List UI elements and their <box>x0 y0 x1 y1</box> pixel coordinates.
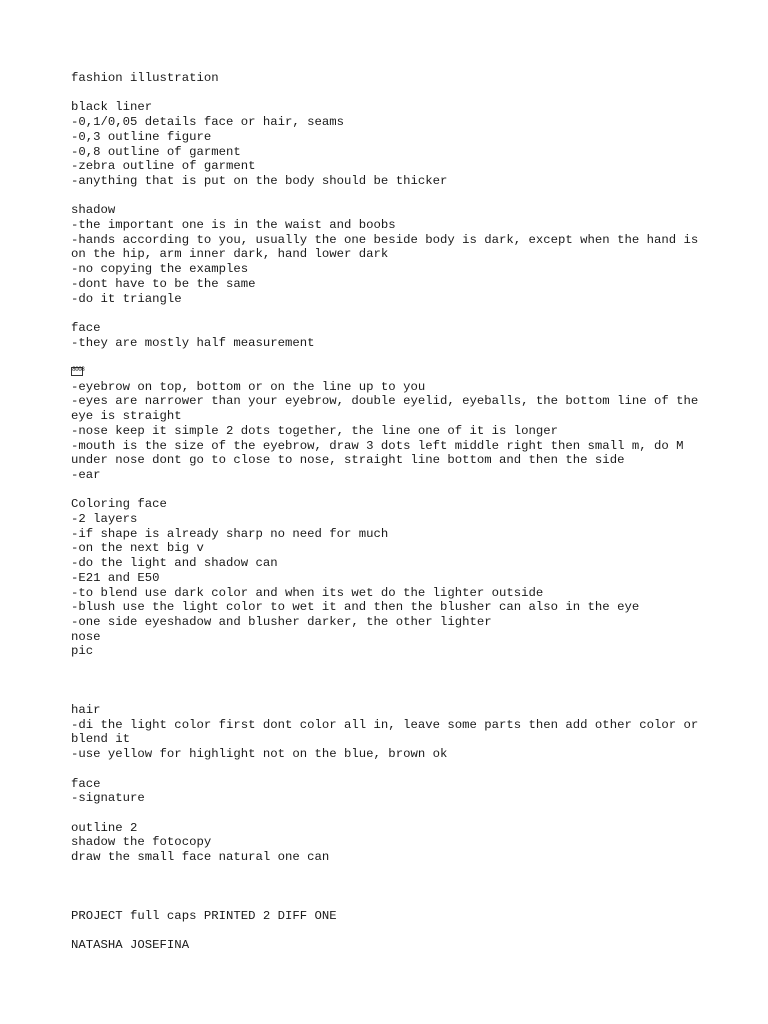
list-item: -dont have to be the same <box>71 276 256 291</box>
list-item: pic <box>71 644 94 659</box>
spacer <box>71 483 711 498</box>
list-item: nose <box>71 629 101 644</box>
list-item: -the important one is in the waist and boobs <box>71 218 396 232</box>
face-section <box>71 321 711 350</box>
spacer <box>71 350 711 365</box>
section-heading: face <box>71 320 101 335</box>
list-item: -to blend use dark color and when its wet do the lighter outside <box>71 585 544 600</box>
list-item: -do the light and shadow can <box>71 556 278 571</box>
misc-section <box>71 821 711 865</box>
list-item: -0,1/0,05 details face or hair, seams <box>71 115 345 130</box>
list-item: -2 layers <box>71 512 138 527</box>
list-item: -they are mostly half measurement <box>71 335 315 350</box>
list-item: -di the light color first dont color all in, leave some parts then add other color or blend it <box>71 717 706 747</box>
spacer <box>71 86 711 101</box>
list-item: -hands according to you, usually the one beside body is dark, except when the hand is on the hip, arm inner dark, hand lower dark <box>71 232 706 262</box>
list-item: -blush use the light color to wet it and then the blusher can also in the eye <box>71 600 640 615</box>
symbol-line <box>71 365 711 380</box>
list-item: -eyes are narrower than your eyebrow, double eyelid, eyeballs, the bottom line of the eye is straight <box>71 394 706 424</box>
project-note: PROJECT full caps PRINTED 2 DIFF ONE <box>71 908 337 923</box>
list-item: -no copying the examples <box>71 262 249 277</box>
list-item: -0,3 outline figure <box>71 129 212 144</box>
spacer <box>71 762 711 777</box>
list-item: -use yellow for highlight not on the blue, brown ok <box>71 747 448 762</box>
spacer <box>71 865 711 909</box>
list-item: -nose keep it simple 2 dots together, the line one of it is longer <box>71 423 559 438</box>
list-item: -anything that is put on the body should be thicker <box>71 173 448 188</box>
list-item: shadow the fotocopy <box>71 835 212 850</box>
list-item: -mouth is the size of the eyebrow, draw 3 dots left middle right then small m, do M under nose dont go to close to nose, straight line bottom and then the side <box>71 438 691 468</box>
list-item: -one side eyeshadow and blusher darker, the other lighter <box>71 614 492 629</box>
section-heading: shadow <box>71 203 116 218</box>
list-item: -do it triangle <box>71 291 182 306</box>
section-heading: black liner <box>71 100 153 115</box>
shadow-section <box>71 203 711 306</box>
section-heading: hair <box>71 703 101 718</box>
list-item: -ear <box>71 467 101 482</box>
list-item: -0,8 outline of garment <box>71 144 241 159</box>
unknown-glyph-icon: 8008 <box>71 367 83 376</box>
list-item: draw the small face natural one can <box>71 850 330 865</box>
spacer <box>71 306 711 321</box>
spacer <box>71 806 711 821</box>
black-liner-section <box>71 100 711 188</box>
coloring-face-section <box>71 497 711 659</box>
spacer <box>71 189 711 204</box>
spacer <box>71 659 711 703</box>
section-heading: Coloring face <box>71 497 167 512</box>
list-item: -signature <box>71 791 145 806</box>
hair-section <box>71 703 711 762</box>
list-item: -E21 and E50 <box>71 570 160 585</box>
notes-page <box>71 71 711 953</box>
section-heading: face <box>71 776 101 791</box>
list-item: outline 2 <box>71 820 138 835</box>
list-item: -if shape is already sharp no need for much <box>71 526 389 541</box>
face-signature-section <box>71 777 711 806</box>
features-section <box>71 365 711 483</box>
author-name: NATASHA JOSEFINA <box>71 938 190 953</box>
document-title: fashion illustration <box>71 71 219 85</box>
list-item: -eyebrow on top, bottom or on the line up to you <box>71 379 426 394</box>
spacer <box>71 923 711 938</box>
list-item: -zebra outline of garment <box>71 159 256 174</box>
list-item: -on the next big v <box>71 541 204 556</box>
